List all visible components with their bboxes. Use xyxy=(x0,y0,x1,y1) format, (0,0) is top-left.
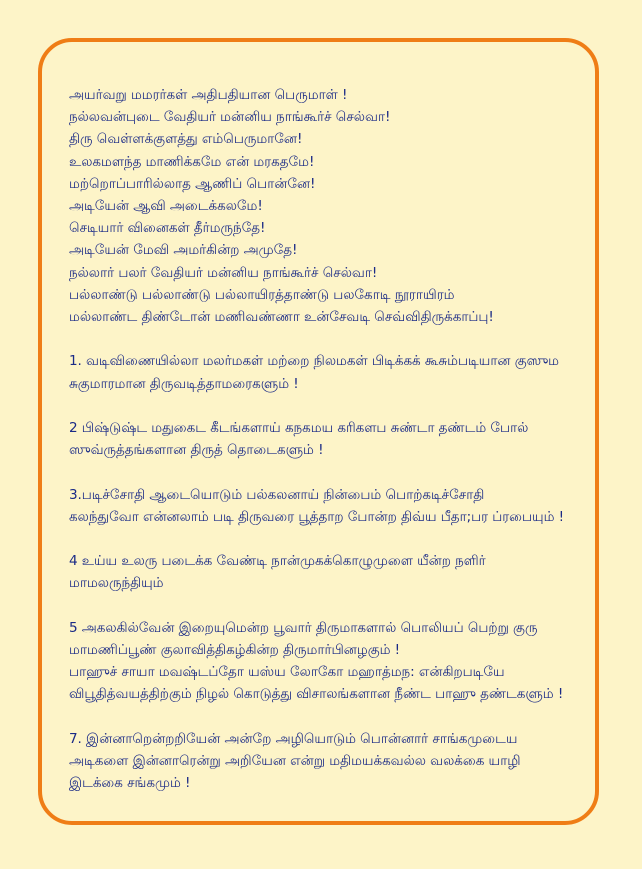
prayer-text xyxy=(69,84,587,817)
text-line: ஸுவ்ருத்தங்களான திருத் தொடைகளும் ! xyxy=(69,442,324,459)
text-line: பாஹுச் சாயா மவஷ்டப்தோ யஸ்ய லோகோ மஹாத்மந: என்கிறபடியே xyxy=(69,664,505,681)
text-line: அயர்வறு மமரர்கள் அதிபதியான பெருமாள் ! xyxy=(69,87,348,103)
text-line: 4 உய்ய உலரு படைக்க வேண்டி நான்முகக்கொழுமுளை யீன்ற நளிர் xyxy=(69,553,486,570)
paragraph-4 xyxy=(69,550,587,594)
text-line: அடியேன் ஆவி அடைக்கலமே! xyxy=(69,198,263,215)
text-line: நல்லவன்புடை வேதியர் மன்னிய நாங்கூர்ச் செல்வா! xyxy=(69,109,391,126)
text-line: உலகமளந்த மாணிக்கமே என் மரகதமே! xyxy=(69,153,315,170)
paragraph-invocation xyxy=(69,84,587,328)
paragraph-1 xyxy=(69,350,587,394)
text-line: அடியேன் மேவி அமர்கின்ற அமுதே! xyxy=(69,242,298,259)
text-line: செடியார் வினைகள் தீர்மருந்தே! xyxy=(69,220,266,237)
text-line: மாமணிப்பூண் குலாவித்திகழ்கின்ற திருமார்பினழகும் ! xyxy=(69,642,401,658)
paragraph-2 xyxy=(69,417,587,461)
text-line: இடக்கை சங்கமும் ! xyxy=(69,775,191,792)
text-line: 1. வடிவிணையில்லா மலர்மகள் மற்றை நிலமகள் பிடிக்கக் கூசும்படியான குஸும xyxy=(69,353,559,370)
text-line: மல்லாண்ட திண்டோன் மணிவண்ணா உன்சேவடி செவ்விதிருக்காப்பு! xyxy=(69,309,494,326)
text-line: மற்றொப்பாரில்லாத ஆணிப் பொன்னே! xyxy=(69,175,316,192)
text-line: மாமலருந்தியும் xyxy=(69,575,164,592)
content-card xyxy=(38,38,599,825)
text-line: பல்லாண்டு பல்லாண்டு பல்லாயிரத்தாண்டு பலகோடி நூராயிரம் xyxy=(69,286,455,303)
text-line: 7. இன்னாறென்றறியேன் அன்றே அழியொடும் பொன்னார் சாங்கமுடைய xyxy=(69,730,518,747)
text-line: 3.படிச்சோதி ஆடையொடும் பல்கலனாய் நின்பைம் பொற்கடிச்சோதி xyxy=(69,486,485,503)
text-line: 2 பிஷ்டுஷ்ட மதுகைட கீடங்களாய் கநகமய கரிகளப சுண்டா தண்டம் போல் xyxy=(69,420,529,437)
text-line: விபூதித்வயத்திற்கும் நிழல் கொடுத்து விசாலங்களான நீண்ட பாஹு தண்டகளும் ! xyxy=(69,686,564,703)
text-line: 5 அகலகில்வேன் இறையுமென்ற பூவார் திருமாகளால் பொலியப் பெற்று குரு xyxy=(69,619,538,636)
paragraph-7 xyxy=(69,728,587,795)
paragraph-3 xyxy=(69,484,587,528)
text-line: சுகுமாரமான திருவடித்தாமரைகளும் ! xyxy=(69,375,299,392)
text-line: நல்லார் பலர் வேதியர் மன்னிய நாங்கூர்ச் செல்வா! xyxy=(69,264,378,281)
text-line: அடிகளை இன்னாரென்று அறியேன என்று மதிமயக்கவல்ல வலக்கை யாழி xyxy=(69,753,521,769)
paragraph-5 xyxy=(69,617,587,706)
text-line: திரு வெள்ளக்குளத்து எம்பெருமானே! xyxy=(69,131,303,148)
text-line: கலந்துவோ என்னலாம் படி திருவரை பூத்தாற போன்ற திவ்ய பீதா;பர ப்ரபையும் ! xyxy=(69,508,565,525)
